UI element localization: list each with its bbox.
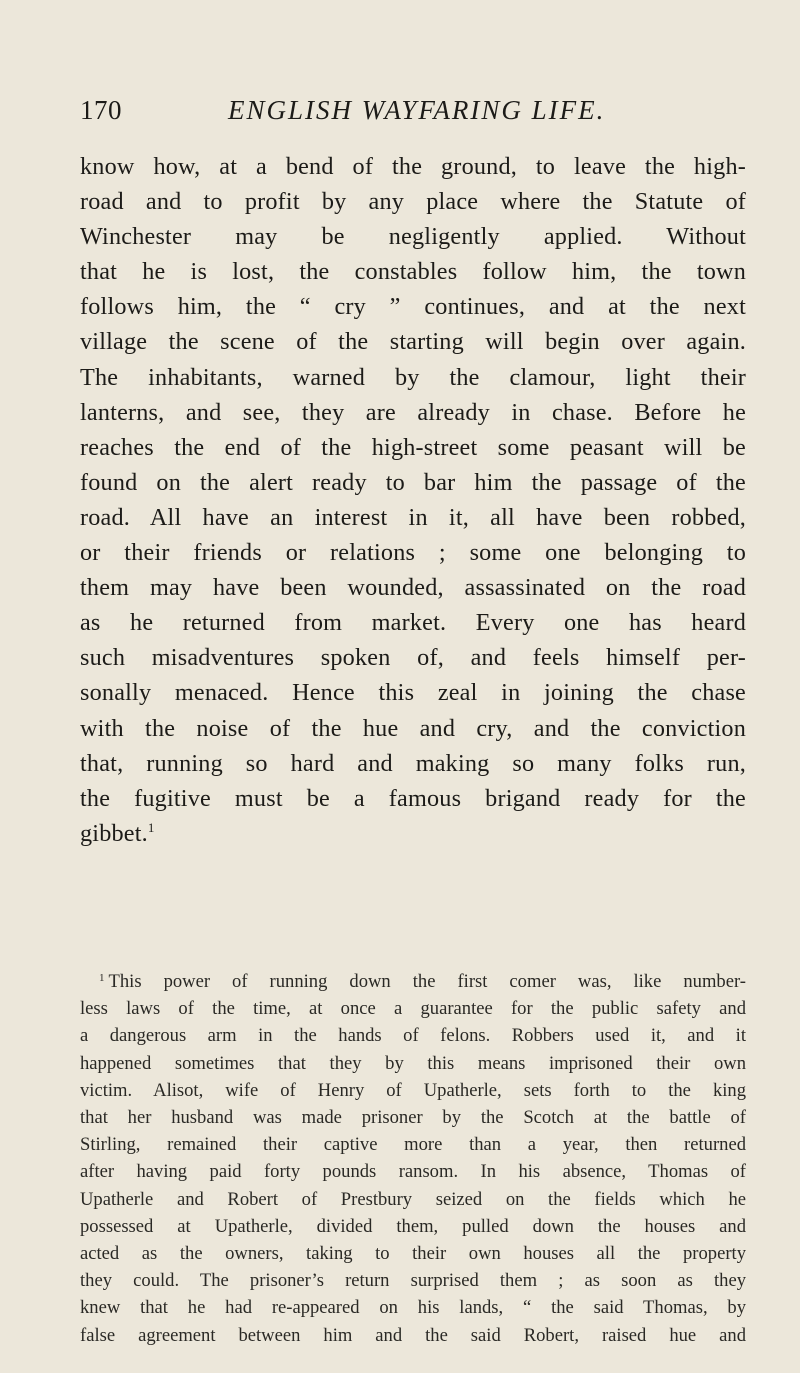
text-line: road and to profit by any place where the Statute of xyxy=(80,188,746,216)
text-line: The inhabitants, warned by the clamour, light their xyxy=(80,363,746,391)
footnote-line: they could. The prisoner’s return surprised them ; as soon as they xyxy=(80,1270,746,1292)
text-line: know how, at a bend of the ground, to leave the high- xyxy=(80,153,746,180)
running-head xyxy=(80,95,752,135)
footnote-line: acted as the owners, taking to their own houses all the property xyxy=(80,1243,746,1265)
footnote-line-content: This power of running down the first comer was, like number- xyxy=(108,971,746,992)
footnote-line: after having paid forty pounds ransom. In his absence, Thomas of xyxy=(80,1161,746,1183)
text-line: found on the alert ready to bar him the passage of the xyxy=(80,468,746,496)
footnote-line: victim. Alisot, wife of Henry of Upatherle, sets forth to the king xyxy=(80,1079,746,1101)
text-line: sonally menaced. Hence this zeal in joining the chase xyxy=(80,679,746,707)
footnote-line: a dangerous arm in the hands of felons. Robbers used it, and it xyxy=(80,1025,746,1047)
text-line: lanterns, and see, they are already in chase. Before he xyxy=(80,398,746,426)
footnote-line: knew that he had re-appeared on his lands, “ the said Thomas, by xyxy=(80,1297,746,1319)
text-line: as he returned from market. Every one has heard xyxy=(80,609,746,637)
text-line: the fugitive must be a famous brigand ready for the xyxy=(80,784,746,812)
main-paragraph xyxy=(80,149,746,851)
text-line: such misadventures spoken of, and feels himself per- xyxy=(80,644,746,672)
text-line: village the scene of the starting will begin over again. xyxy=(80,328,746,356)
text-line: road. All have an interest in it, all have been robbed, xyxy=(80,503,746,531)
page-number: 170 xyxy=(80,95,122,125)
footnote-marker: 1 xyxy=(99,972,105,984)
footnote-line-first xyxy=(80,968,746,995)
footnote xyxy=(80,968,746,1349)
text-line: reaches the end of the high-street some peasant will be xyxy=(80,433,746,461)
footnote-line: less laws of the time, at once a guarantee for the public safety and xyxy=(80,998,746,1020)
footnote-line: that her husband was made prisoner by the Scotch at the battle of xyxy=(80,1107,746,1129)
text-line: with the noise of the hue and cry, and the conviction xyxy=(80,714,746,742)
running-title: ENGLISH WAYFARING LIFE. xyxy=(228,95,606,125)
text-line-content: gibbet. xyxy=(80,819,148,847)
footnote-line: false agreement between him and the said Robert, raised hue and xyxy=(80,1324,746,1346)
footnote-line: happened sometimes that they by this means imprisoned their own xyxy=(80,1052,746,1074)
footnote-line: possessed at Upatherle, divided them, pulled down the houses and xyxy=(80,1215,746,1237)
text-line: that he is lost, the constables follow him, the town xyxy=(80,258,746,286)
text-line: or their friends or relations ; some one belonging to xyxy=(80,539,746,567)
text-line-last xyxy=(80,816,746,851)
text-line: them may have been wounded, assassinated on the road xyxy=(80,574,746,602)
footnote-line: Stirling, remained their captive more than a year, then returned xyxy=(80,1134,746,1156)
footnote-line: Upatherle and Robert of Prestbury seized on the fields which he xyxy=(80,1188,746,1210)
text-line: Winchester may be negligently applied. Without xyxy=(80,223,746,251)
text-line: that, running so hard and making so many folks run, xyxy=(80,749,746,777)
text-line: follows him, the “ cry ” continues, and at the next xyxy=(80,293,746,321)
footnote-reference: 1 xyxy=(147,819,155,835)
